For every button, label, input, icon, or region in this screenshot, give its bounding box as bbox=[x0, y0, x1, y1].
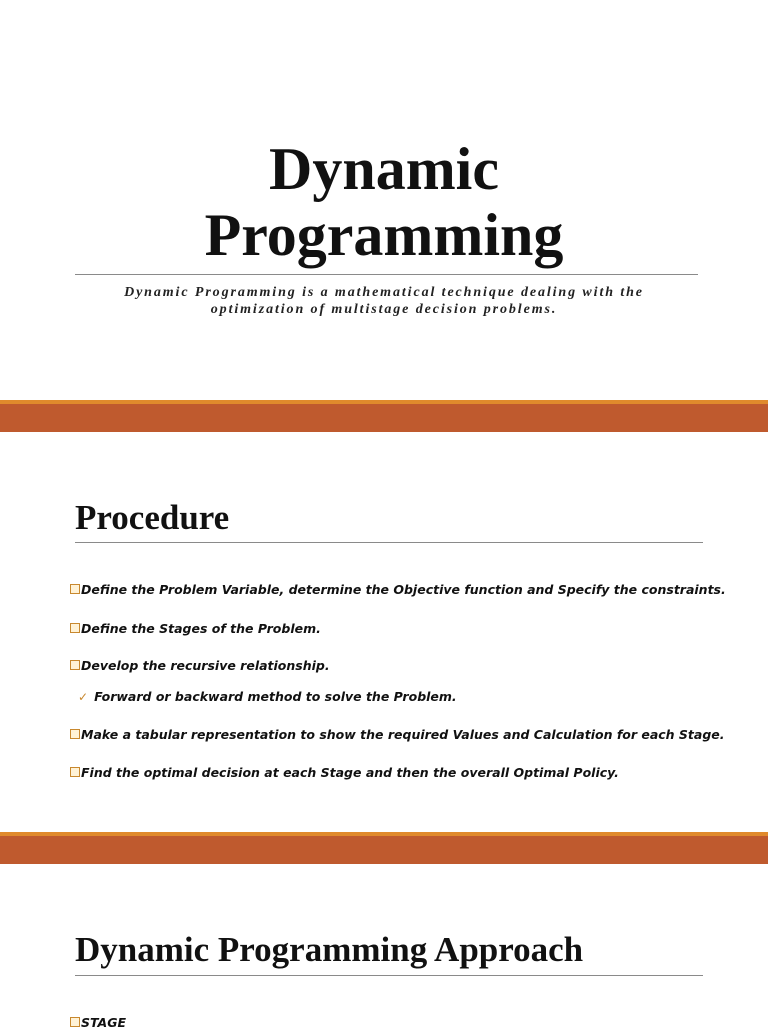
slide-separator-band bbox=[0, 400, 768, 432]
list-item bbox=[70, 582, 726, 598]
list-item bbox=[70, 621, 321, 637]
list-item bbox=[70, 658, 330, 674]
approach-heading: Dynamic Programming Approach bbox=[75, 930, 584, 969]
list-item bbox=[70, 765, 619, 781]
title-slide bbox=[0, 0, 768, 400]
list-item-text: Find the optimal decision at each Stage and then the overall Optimal Policy. bbox=[81, 765, 619, 780]
check-icon: ✓ bbox=[78, 690, 89, 704]
heading-divider bbox=[75, 975, 703, 976]
slide-title-line-1: Dynamic bbox=[269, 136, 499, 202]
heading-divider bbox=[75, 542, 703, 543]
list-item bbox=[70, 1015, 126, 1031]
procedure-heading: Procedure bbox=[75, 498, 230, 537]
square-bullet-icon bbox=[70, 767, 80, 777]
list-item-text: Make a tabular representation to show the required Values and Calculation for each Stage. bbox=[81, 727, 725, 742]
sub-list-item bbox=[78, 689, 457, 705]
list-item-text: Define the Problem Variable, determine the Objective function and Specify the constraints. bbox=[81, 582, 726, 597]
slide-title bbox=[0, 136, 768, 268]
square-bullet-icon bbox=[70, 623, 80, 633]
list-item-text: Define the Stages of the Problem. bbox=[81, 621, 321, 636]
list-item-text: Develop the recursive relationship. bbox=[81, 658, 330, 673]
square-bullet-icon bbox=[70, 584, 80, 594]
square-bullet-icon bbox=[70, 1017, 80, 1027]
square-bullet-icon bbox=[70, 729, 80, 739]
list-item-text: STAGE bbox=[81, 1015, 127, 1030]
slide-separator-band bbox=[0, 832, 768, 864]
subtitle-line-1: Dynamic Programming is a mathematical technique dealing with the bbox=[124, 285, 644, 300]
sub-list-item-text: Forward or backward method to solve the Problem. bbox=[94, 689, 457, 704]
title-divider bbox=[75, 274, 698, 275]
slide-title-line-2: Programming bbox=[204, 202, 564, 268]
list-item bbox=[70, 727, 725, 743]
square-bullet-icon bbox=[70, 660, 80, 670]
slide-subtitle bbox=[90, 284, 678, 318]
subtitle-line-2: optimization of multistage decision problems. bbox=[210, 302, 558, 317]
